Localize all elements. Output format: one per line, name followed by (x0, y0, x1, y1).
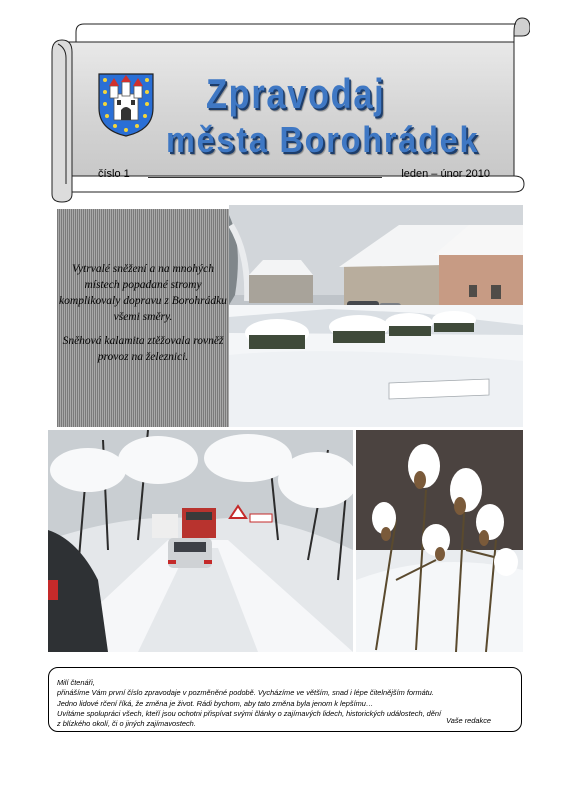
issue-number: číslo 1 (98, 168, 130, 180)
newsletter-subtitle: města Borohrádek (166, 119, 480, 160)
intro-text (57, 261, 229, 373)
letter-line-4: z blízkého okolí, či o jiných zajímavostech. (57, 719, 196, 729)
letter-signature: Vaše redakce (446, 715, 491, 725)
intro-paragraph-2: Sněhová kalamita ztěžovala rovněž provoz na železnici. (62, 335, 224, 363)
issue-divider (148, 177, 382, 178)
issue-info-row (98, 168, 490, 184)
newsletter-title: Zpravodaj (206, 70, 386, 117)
intro-panel (57, 209, 229, 427)
letter-line-1: přinášíme Vám první číslo zpravodaje v pozměněné podobě. Vycházíme ve větším, snad i lépe čitelnějším formátu. (57, 688, 434, 698)
photo-snowy-road (48, 430, 353, 652)
photo-town-square (229, 205, 523, 427)
editorial-letter (48, 667, 522, 732)
letter-greeting: Milí čtenáři, (57, 678, 95, 687)
letter-line-2: Jedno lidové rčení říká, že změna je život. Rádi bychom, aby tato změna byla jenom k lepšímu… (57, 698, 374, 708)
intro-paragraph-1: Vytrvalé sněžení a na mnohých místech popadané stromy komplikovaly dopravu z Borohrádku všemi směry. (59, 263, 227, 323)
town-coat-of-arms (97, 72, 155, 138)
letter-line-3: Uvítáme spolupráci všech, kteří jsou ochotni přispívat svými články o zajímavých lidech, historických událostech, dění (57, 708, 442, 718)
photo-snowy-plants (356, 430, 523, 652)
issue-date: leden – únor 2010 (401, 168, 490, 180)
